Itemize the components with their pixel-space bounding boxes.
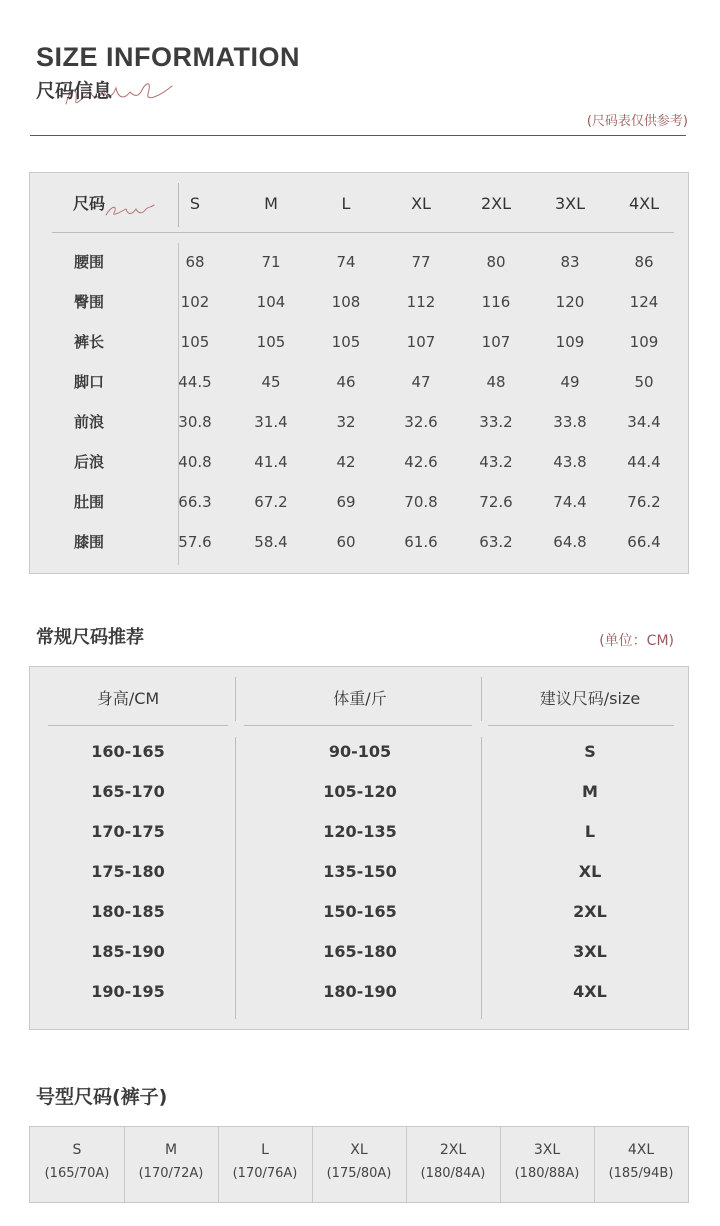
table-cell: 107 bbox=[406, 333, 436, 351]
size-chart-note: (尺码表仅供参考) bbox=[586, 114, 688, 129]
table-cell: 30.8 bbox=[178, 413, 212, 431]
model-size-code: (175/80A) bbox=[326, 1166, 392, 1181]
table-cell: 49 bbox=[560, 373, 580, 391]
table-cell: 105-120 bbox=[323, 782, 397, 801]
table-divider bbox=[244, 725, 472, 726]
table-cell: 74 bbox=[336, 253, 356, 271]
table-divider bbox=[406, 1127, 407, 1202]
table-cell: 47 bbox=[411, 373, 431, 391]
table-row bbox=[30, 490, 688, 514]
model-size-table bbox=[29, 1126, 689, 1203]
table-cell: 4XL bbox=[573, 982, 607, 1001]
table-cell: 105 bbox=[256, 333, 286, 351]
table-cell: 71 bbox=[261, 253, 281, 271]
table-cell: 31.4 bbox=[254, 413, 288, 431]
model-size-code: (180/88A) bbox=[514, 1166, 580, 1181]
table-cell: 2XL bbox=[573, 902, 607, 921]
table-divider bbox=[235, 737, 236, 1019]
model-size-code: (185/94B) bbox=[608, 1166, 674, 1181]
table-cell: 33.8 bbox=[553, 413, 587, 431]
recommend-unit: (单位：CM) bbox=[599, 633, 674, 649]
model-size-label: XL bbox=[350, 1142, 368, 1158]
model-size-item bbox=[406, 1127, 500, 1202]
table-cell: 42.6 bbox=[404, 453, 438, 471]
model-size-label: 2XL bbox=[439, 1142, 467, 1158]
table-cell: 80 bbox=[486, 253, 506, 271]
row-label: 前浪 bbox=[73, 413, 104, 431]
table-row bbox=[30, 290, 688, 314]
table-cell: 109 bbox=[555, 333, 585, 351]
table-cell: 76.2 bbox=[627, 493, 661, 511]
table-header-cell: S bbox=[189, 194, 201, 213]
row-label: 膝围 bbox=[73, 533, 104, 551]
header-divider bbox=[30, 135, 686, 136]
model-size-code: (180/84A) bbox=[420, 1166, 486, 1181]
table-cell: 3XL bbox=[573, 942, 607, 961]
table-cell: 66.3 bbox=[178, 493, 212, 511]
table-divider bbox=[124, 1127, 125, 1202]
table-row bbox=[30, 330, 688, 354]
page-title-en: SIZE INFORMATION bbox=[36, 42, 300, 72]
table-cell: 32.6 bbox=[404, 413, 438, 431]
row-label: 腰围 bbox=[73, 253, 104, 271]
model-size-item bbox=[312, 1127, 406, 1202]
table-cell: 112 bbox=[406, 293, 436, 311]
table-cell: 107 bbox=[481, 333, 511, 351]
table-cell: 43.2 bbox=[479, 453, 513, 471]
table-cell: 77 bbox=[411, 253, 431, 271]
table-cell: 34.4 bbox=[627, 413, 661, 431]
table-header-cell: 身高/CM bbox=[96, 689, 160, 708]
page-subtitle-cn: 尺码信息 bbox=[36, 80, 113, 102]
table-cell: 67.2 bbox=[254, 493, 288, 511]
table-cell: 180-190 bbox=[323, 982, 397, 1001]
model-size-label: 4XL bbox=[627, 1142, 655, 1158]
model-size-item bbox=[218, 1127, 312, 1202]
table-cell: 69 bbox=[336, 493, 356, 511]
table-divider bbox=[48, 725, 228, 726]
table-cell: 64.8 bbox=[553, 533, 587, 551]
model-size-item bbox=[124, 1127, 218, 1202]
table-cell: 185-190 bbox=[91, 942, 165, 961]
table-cell: 63.2 bbox=[479, 533, 513, 551]
row-label: 肚围 bbox=[73, 493, 104, 511]
table-cell: 32 bbox=[336, 413, 356, 431]
table-cell: L bbox=[584, 822, 596, 841]
size-recommend-table bbox=[29, 666, 689, 1030]
table-header-cell: M bbox=[264, 194, 278, 213]
table-row bbox=[30, 410, 688, 434]
table-cell: 109 bbox=[629, 333, 659, 351]
table-cell: 72.6 bbox=[479, 493, 513, 511]
model-size-label: S bbox=[72, 1142, 82, 1158]
table-cell: 60 bbox=[336, 533, 356, 551]
table-cell: 102 bbox=[180, 293, 210, 311]
table-cell: 57.6 bbox=[178, 533, 212, 551]
table-cell: 108 bbox=[331, 293, 361, 311]
model-size-item bbox=[594, 1127, 688, 1202]
table-cell: 180-185 bbox=[91, 902, 165, 921]
table-header-cell: 建议尺码/size bbox=[539, 689, 641, 708]
table-cell: 40.8 bbox=[178, 453, 212, 471]
table-header-cell: XL bbox=[411, 194, 431, 213]
table-row bbox=[30, 250, 688, 274]
table-cell: 150-165 bbox=[323, 902, 397, 921]
model-size-label: 3XL bbox=[533, 1142, 561, 1158]
table-cell: 41.4 bbox=[254, 453, 288, 471]
table-divider bbox=[235, 677, 236, 721]
table-header-cell: L bbox=[341, 194, 351, 213]
table-cell: 104 bbox=[256, 293, 286, 311]
table-cell: 42 bbox=[336, 453, 356, 471]
table-cell: 105 bbox=[180, 333, 210, 351]
recommend-title: 常规尺码推荐 bbox=[36, 627, 144, 648]
table-cell: 68 bbox=[185, 253, 205, 271]
table-header-cell: 4XL bbox=[628, 194, 660, 213]
table-header-cell: 2XL bbox=[480, 194, 512, 213]
table-cell: 44.4 bbox=[627, 453, 661, 471]
model-size-label: L bbox=[261, 1142, 269, 1158]
model-size-code: (170/76A) bbox=[232, 1166, 298, 1181]
model-size-code: (170/72A) bbox=[138, 1166, 204, 1181]
table-cell: 124 bbox=[629, 293, 659, 311]
table-cell: XL bbox=[578, 862, 602, 881]
table-cell: 90-105 bbox=[328, 742, 392, 761]
table-cell: 46 bbox=[336, 373, 356, 391]
table-cell: 44.5 bbox=[178, 373, 212, 391]
table-cell: 175-180 bbox=[91, 862, 165, 881]
table-cell: 48 bbox=[486, 373, 506, 391]
table-cell: 120-135 bbox=[323, 822, 397, 841]
table-divider bbox=[594, 1127, 595, 1202]
table-header-row bbox=[30, 192, 688, 216]
table-row bbox=[30, 450, 688, 474]
table-cell: M bbox=[582, 782, 598, 801]
table-cell: 33.2 bbox=[479, 413, 513, 431]
row-label: 臀围 bbox=[73, 293, 104, 311]
table-divider bbox=[218, 1127, 219, 1202]
table-cell: 170-175 bbox=[91, 822, 165, 841]
model-size-item bbox=[500, 1127, 594, 1202]
table-cell: 70.8 bbox=[404, 493, 438, 511]
table-cell: 43.8 bbox=[553, 453, 587, 471]
table-cell: 190-195 bbox=[91, 982, 165, 1001]
table-cell: 74.4 bbox=[553, 493, 587, 511]
table-cell: 120 bbox=[555, 293, 585, 311]
table-cell: 83 bbox=[560, 253, 580, 271]
table-cell: 61.6 bbox=[404, 533, 438, 551]
table-cell: 45 bbox=[261, 373, 281, 391]
table-row bbox=[30, 370, 688, 394]
table-divider bbox=[52, 232, 674, 233]
table-cell: 165-180 bbox=[323, 942, 397, 961]
row-label: 脚口 bbox=[73, 373, 104, 391]
table-cell: S bbox=[584, 742, 596, 761]
table-cell: 86 bbox=[634, 253, 654, 271]
model-size-title: 号型尺码(裤子) bbox=[36, 1086, 168, 1108]
table-cell: 105 bbox=[331, 333, 361, 351]
table-divider bbox=[488, 725, 674, 726]
table-header-label: 尺码 bbox=[72, 194, 105, 213]
table-cell: 165-170 bbox=[91, 782, 165, 801]
table-divider bbox=[481, 737, 482, 1019]
table-divider bbox=[312, 1127, 313, 1202]
model-size-code: (165/70A) bbox=[44, 1166, 110, 1181]
table-header-cell: 体重/斤 bbox=[333, 689, 387, 708]
table-cell: 160-165 bbox=[91, 742, 165, 761]
table-divider bbox=[481, 677, 482, 721]
table-cell: 66.4 bbox=[627, 533, 661, 551]
model-size-label: M bbox=[164, 1142, 178, 1158]
table-cell: 50 bbox=[634, 373, 654, 391]
table-cell: 58.4 bbox=[254, 533, 288, 551]
table-divider bbox=[500, 1127, 501, 1202]
table-header-cell: 3XL bbox=[554, 194, 586, 213]
table-cell: 116 bbox=[481, 293, 511, 311]
table-row bbox=[30, 530, 688, 554]
row-label: 裤长 bbox=[73, 333, 104, 351]
size-measurement-table bbox=[29, 172, 689, 574]
model-size-item bbox=[30, 1127, 124, 1202]
table-cell: 135-150 bbox=[323, 862, 397, 881]
row-label: 后浪 bbox=[73, 453, 104, 471]
